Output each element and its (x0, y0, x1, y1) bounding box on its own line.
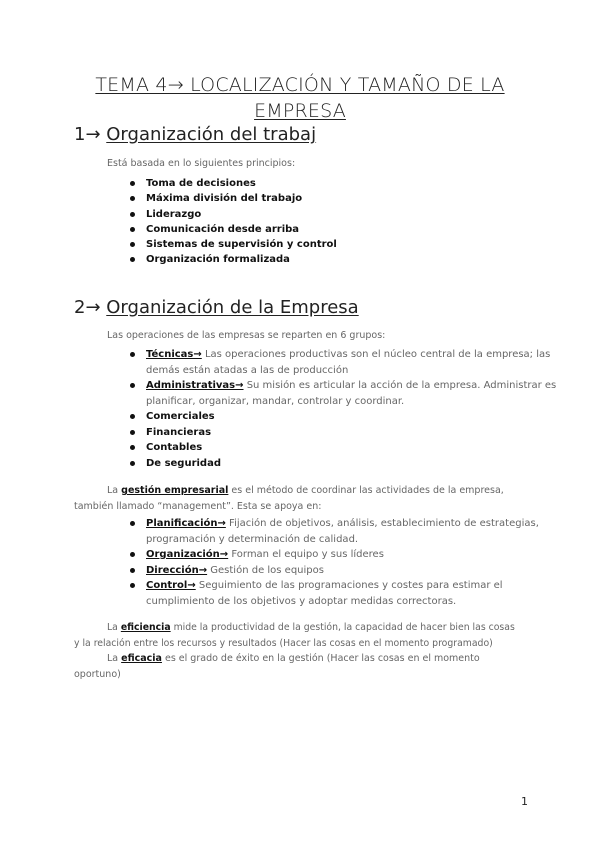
section2-heading (74, 297, 359, 318)
title-line-1: TEMA 4→ LOCALIZACIÓN Y TAMAÑO DE LA (95, 74, 505, 96)
section1-heading-text: Organización del trabaj (106, 124, 317, 145)
document-title (80, 72, 520, 124)
list-item: Planificación→ Fijación de objetivos, análisis, establecimiento de estrategias, programación y determinación de calidad. (128, 516, 538, 547)
list-item: Toma de decisiones (128, 176, 337, 191)
section2-heading-text: Organización de la Empresa (106, 297, 359, 318)
principles-list (128, 176, 337, 268)
gestion-paragraph: La gestión empresarial es el método de coordinar las actividades de la empresa, también llamado “management”. Esta se apoya en: (74, 485, 504, 512)
list-item: Dirección→ Gestión de los equipos (128, 563, 538, 579)
title-line-2: EMPRESA (254, 100, 346, 122)
list-item: Sistemas de supervisión y control (128, 237, 337, 252)
section2-heading-prefix: 2→ (74, 297, 107, 318)
groups-list (128, 347, 557, 471)
list-item: Máxima división del trabajo (128, 191, 337, 206)
list-item: De seguridad (128, 456, 538, 472)
list-item: Organización→ Forman el equipo y sus líderes (128, 547, 538, 563)
list-item: Financieras (128, 425, 538, 441)
page-number: 1 (521, 795, 528, 808)
section1-heading-prefix: 1→ (74, 124, 107, 145)
list-item: Liderazgo (128, 207, 337, 222)
list-item: Comunicación desde arriba (128, 222, 337, 237)
gestion-list (128, 516, 538, 609)
list-item: Organización formalizada (128, 252, 337, 267)
section2-intro: Las operaciones de las empresas se reparten en 6 grupos: (107, 330, 386, 341)
section1-intro: Está basada en lo siguientes principios: (107, 158, 296, 169)
list-item: Control→ Seguimiento de las programaciones y costes para estimar el cumplimiento de los objetivos y adoptar medidas correctoras. (128, 578, 538, 609)
list-item: Comerciales (128, 409, 538, 425)
list-item: Técnicas→ Las operaciones productivas son el núcleo central de la empresa; las demás están atadas a las de producción (128, 347, 538, 378)
list-item: Contables (128, 440, 538, 456)
section1-heading (74, 124, 316, 145)
eficiencia-paragraph: La eficiencia mide la productividad de la gestión, la capacidad de hacer bien las cosas y la relación entre los recursos y resultados (Hacer las cosas en el momento programado) (74, 622, 515, 649)
list-item: Administrativas→ Su misión es articular la acción de la empresa. Administrar es planificar, organizar, mandar, controlar y coordinar. (128, 378, 538, 409)
eficacia-paragraph: La eficacia es el grado de éxito en la gestión (Hacer las cosas en el momento oportuno) (74, 653, 480, 680)
